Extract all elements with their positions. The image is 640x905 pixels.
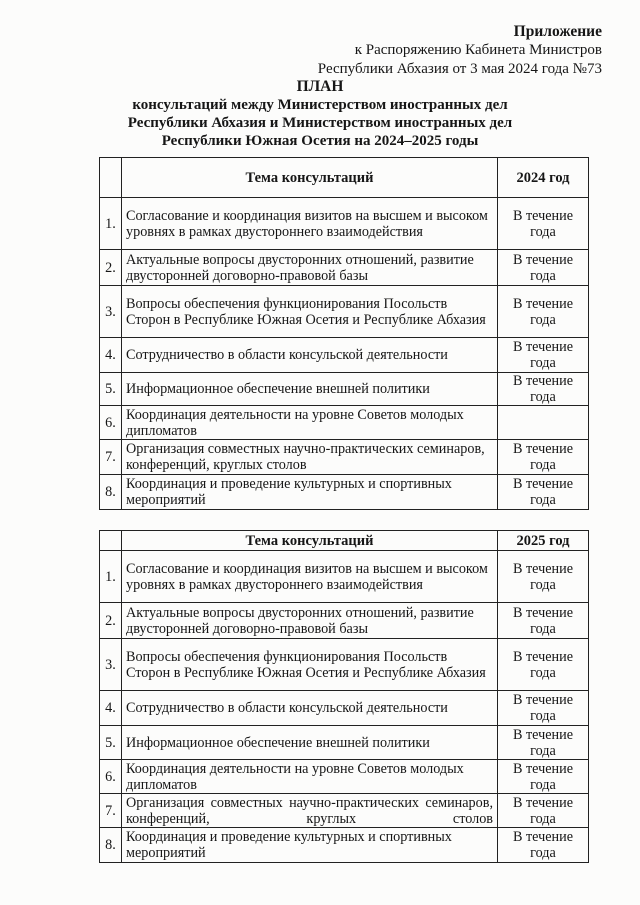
- plan-table-2024: [99, 157, 589, 510]
- table-row: [100, 794, 589, 828]
- document-subtitle-line-3: Республики Южная Осетия на 2024–2025 годы: [161, 133, 479, 149]
- table-row: [100, 440, 589, 475]
- topic-header: Тема консультаций: [122, 531, 498, 551]
- table-row: [100, 198, 589, 250]
- table-row: [100, 828, 589, 863]
- row-period: В течение года: [498, 373, 589, 406]
- row-period: В течение года: [498, 286, 589, 338]
- row-number: 7.: [100, 440, 122, 475]
- row-topic: Координация и проведение культурных и спортивных мероприятий: [122, 828, 498, 863]
- row-number: 3.: [100, 639, 122, 691]
- table-row: [100, 373, 589, 406]
- row-number: 8.: [100, 475, 122, 510]
- row-period: В течение года: [498, 691, 589, 726]
- row-topic: Согласование и координация визитов на высшем и высоком уровнях в рамках двустороннего взаимодействия: [122, 551, 498, 603]
- row-period: В течение года: [498, 551, 589, 603]
- row-period: В течение года: [498, 828, 589, 863]
- topic-header: Тема консультаций: [122, 158, 498, 198]
- row-number: 5.: [100, 726, 122, 760]
- row-number: 6.: [100, 406, 122, 440]
- row-number: 6.: [100, 760, 122, 794]
- row-topic: Организация совместных научно-практических семинаров, конференций, круглых столов: [122, 440, 498, 475]
- table-row: [100, 760, 589, 794]
- row-number: 8.: [100, 828, 122, 863]
- appendix-title: Приложение: [513, 23, 602, 40]
- row-period: В течение года: [498, 639, 589, 691]
- row-number: 1.: [100, 198, 122, 250]
- table-row: [100, 691, 589, 726]
- row-period: В течение года: [498, 603, 589, 639]
- table-row: [100, 338, 589, 373]
- row-topic: Вопросы обеспечения функционирования Посольств Сторон в Республике Южная Осетия и Республике Абхазия: [122, 639, 498, 691]
- row-period: В течение года: [498, 440, 589, 475]
- table-header-row: [100, 158, 589, 198]
- row-period: В течение года: [498, 198, 589, 250]
- table-row: [100, 726, 589, 760]
- table-row: [100, 250, 589, 286]
- row-topic: Координация и проведение культурных и спортивных мероприятий: [122, 475, 498, 510]
- row-number: 4.: [100, 338, 122, 373]
- row-period: В течение года: [498, 760, 589, 794]
- row-period: В течение года: [498, 338, 589, 373]
- row-number: 3.: [100, 286, 122, 338]
- row-period: В течение года: [498, 475, 589, 510]
- row-topic: Координация деятельности на уровне Советов молодых дипломатов: [122, 760, 498, 794]
- table-row: [100, 406, 589, 440]
- row-number: 1.: [100, 551, 122, 603]
- row-number: 4.: [100, 691, 122, 726]
- row-topic: Сотрудничество в области консульской деятельности: [122, 691, 498, 726]
- row-topic: Согласование и координация визитов на высшем и высоком уровнях в рамках двустороннего взаимодействия: [122, 198, 498, 250]
- row-topic: Актуальные вопросы двусторонних отношений, развитие двусторонней договорно-правовой базы: [122, 250, 498, 286]
- table-header-row: [100, 531, 589, 551]
- row-topic: Информационное обеспечение внешней политики: [122, 726, 498, 760]
- appendix-header: [318, 22, 602, 79]
- plan-table-2025: [99, 530, 589, 863]
- row-number: 2.: [100, 603, 122, 639]
- row-period: [498, 406, 589, 440]
- document-subtitle-line-1: консультаций между Министерством иностранных дел: [132, 97, 508, 113]
- document-title-block: [80, 78, 560, 150]
- table-row: [100, 286, 589, 338]
- document-title: ПЛАН: [296, 78, 344, 95]
- document-subtitle-line-2: Республики Абхазия и Министерством иностранных дел: [127, 115, 513, 131]
- table-row: [100, 603, 589, 639]
- row-topic: Сотрудничество в области консульской деятельности: [122, 338, 498, 373]
- appendix-line-1: к Распоряжению Кабинета Министров: [354, 42, 602, 58]
- table-row: [100, 475, 589, 510]
- row-number: 2.: [100, 250, 122, 286]
- row-number: 7.: [100, 794, 122, 828]
- appendix-line-2: Республики Абхазия от 3 мая 2024 года №73: [317, 61, 602, 77]
- row-number: 5.: [100, 373, 122, 406]
- row-topic: Актуальные вопросы двусторонних отношений, развитие двусторонней договорно-правовой базы: [122, 603, 498, 639]
- row-topic: Координация деятельности на уровне Советов молодых дипломатов: [122, 406, 498, 440]
- year-header: 2024 год: [498, 158, 589, 198]
- row-topic: Вопросы обеспечения функционирования Посольств Сторон в Республике Южная Осетия и Республике Абхазия: [122, 286, 498, 338]
- number-header-cell: [100, 531, 122, 551]
- table-row: [100, 639, 589, 691]
- row-period: В течение года: [498, 794, 589, 828]
- row-period: В течение года: [498, 726, 589, 760]
- number-header-cell: [100, 158, 122, 198]
- row-topic: Организация совместных научно-практических семинаров, конференций, круглых столов: [122, 794, 498, 828]
- table-row: [100, 551, 589, 603]
- row-topic: Информационное обеспечение внешней политики: [122, 373, 498, 406]
- row-period: В течение года: [498, 250, 589, 286]
- year-header: 2025 год: [498, 531, 589, 551]
